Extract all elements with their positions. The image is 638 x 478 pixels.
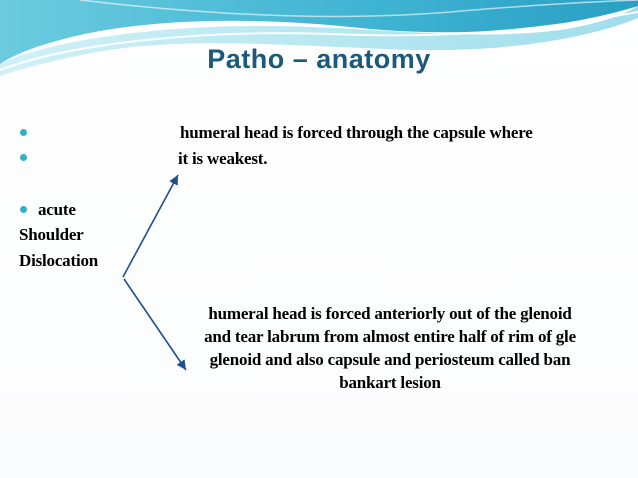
left-label-dislocation: Dislocation <box>19 251 99 270</box>
top-note-line-2: it is weakest. <box>178 149 268 168</box>
bottom-note-line-1: humeral head is forced anteriorly out of the glenoid <box>208 304 572 323</box>
left-label-acute: acute <box>38 200 76 219</box>
left-label-shoulder: Shoulder <box>19 225 84 244</box>
bottom-note <box>160 302 620 394</box>
top-note-line-1: humeral head is forced through the capsule where <box>180 123 533 142</box>
slide-title: Patho – anatomy <box>207 44 431 74</box>
arrow-up <box>123 175 178 277</box>
bottom-note-line-2: and tear labrum from almost entire half of rim of gle <box>204 327 576 346</box>
bottom-note-line-4: bankart lesion <box>339 373 441 392</box>
bottom-note-line-3: glenoid and also capsule and periosteum called ban <box>209 350 571 369</box>
